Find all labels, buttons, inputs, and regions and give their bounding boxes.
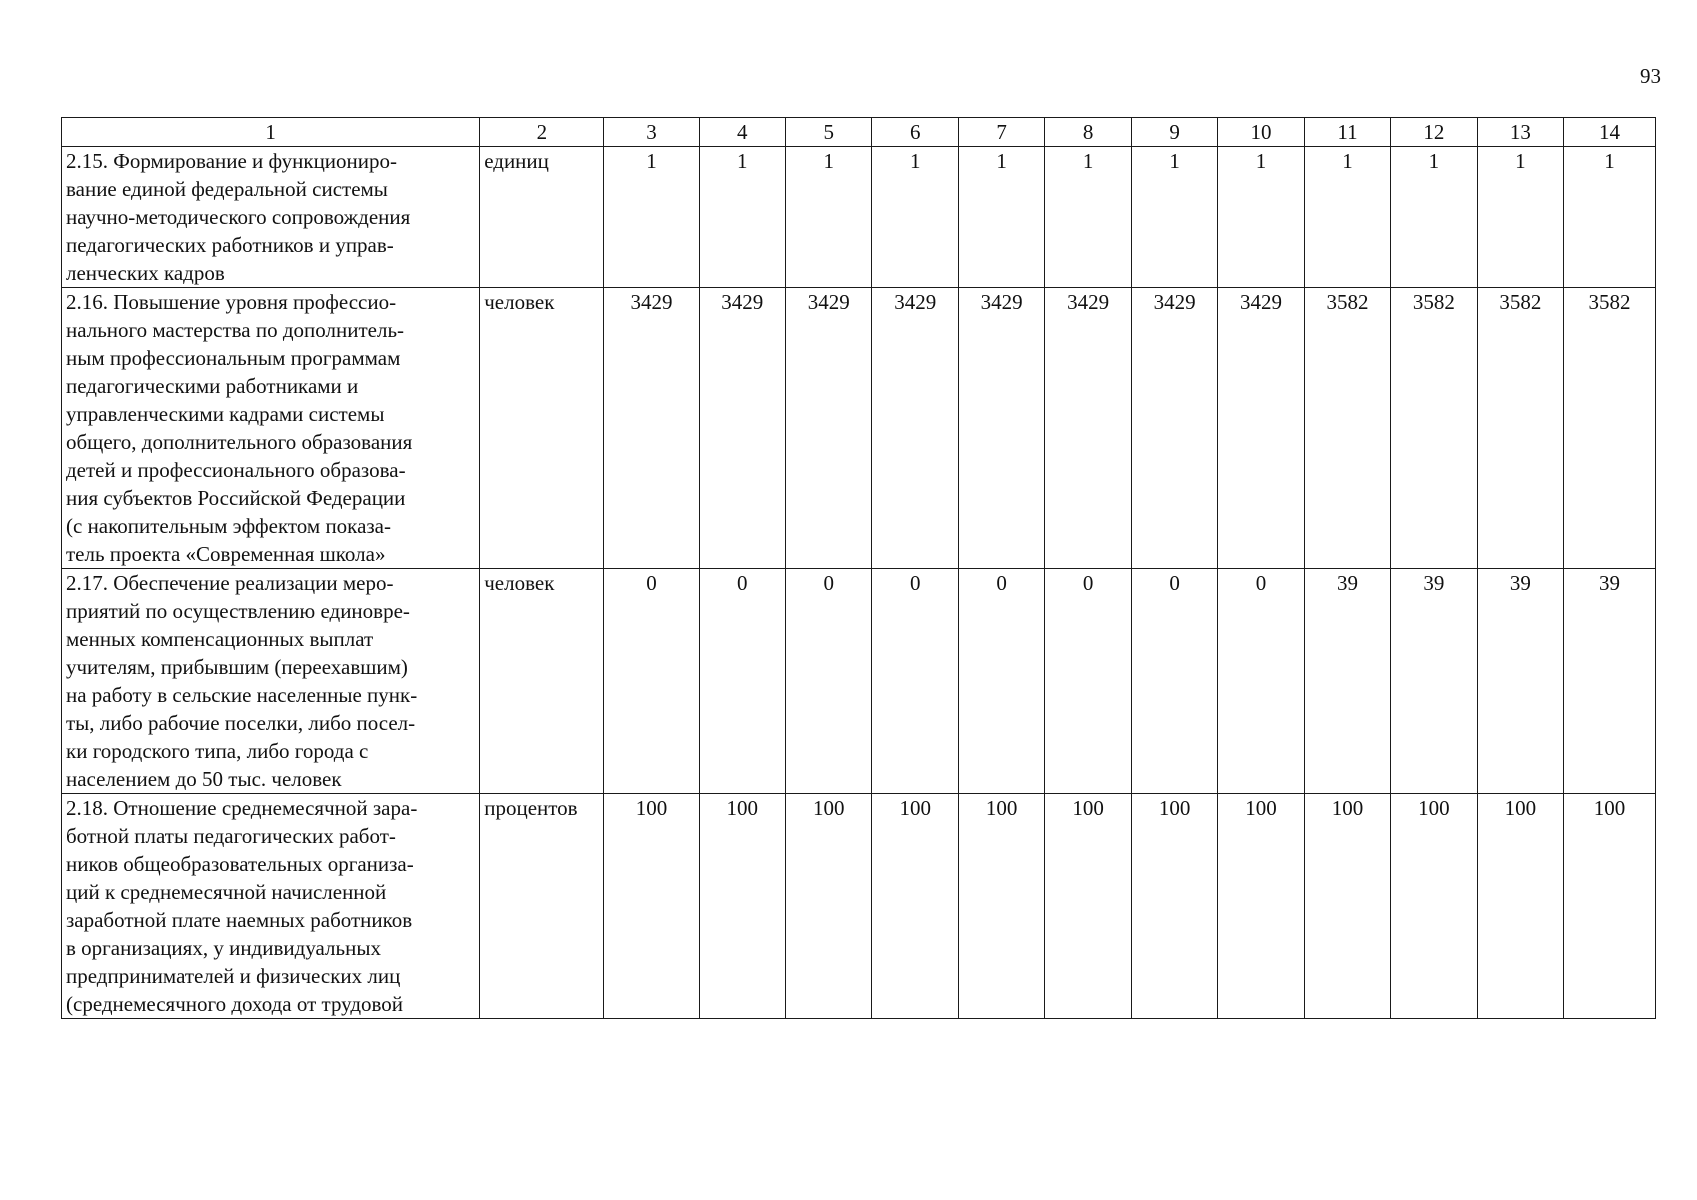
value-cell: 39 bbox=[1477, 569, 1563, 794]
value-cell: 0 bbox=[604, 569, 699, 794]
description-line: педагогических работников и управ- bbox=[66, 233, 394, 257]
indicator-description bbox=[62, 147, 480, 288]
value-cell: 0 bbox=[872, 569, 958, 794]
unit-cell: человек bbox=[480, 569, 604, 794]
description-line: населением до 50 тыс. человек bbox=[66, 767, 342, 791]
description-line: (среднемесячного дохода от трудовой bbox=[66, 992, 404, 1016]
value-cell: 39 bbox=[1304, 569, 1390, 794]
value-cell: 3582 bbox=[1477, 288, 1563, 569]
indicator-description bbox=[62, 569, 480, 794]
value-cell: 3582 bbox=[1391, 288, 1477, 569]
table-header bbox=[62, 118, 1656, 147]
value-cell: 100 bbox=[699, 794, 785, 1019]
value-cell: 100 bbox=[1131, 794, 1217, 1019]
description-line: ленческих кадров bbox=[66, 261, 225, 285]
description-line: (с накопительным эффектом показа- bbox=[66, 514, 391, 538]
value-cell: 100 bbox=[604, 794, 699, 1019]
value-cell: 3429 bbox=[1131, 288, 1217, 569]
value-cell: 100 bbox=[1391, 794, 1477, 1019]
description-line: научно-методического сопровождения bbox=[66, 205, 411, 229]
column-header-6: 6 bbox=[872, 118, 958, 147]
table-row bbox=[62, 794, 1656, 1019]
description-line: предпринимателей и физических лиц bbox=[66, 964, 401, 988]
value-cell: 100 bbox=[872, 794, 958, 1019]
column-header-2: 2 bbox=[480, 118, 604, 147]
description-line: нального мастерства по дополнитель- bbox=[66, 318, 405, 342]
value-cell: 1 bbox=[872, 147, 958, 288]
description-line: ций к среднемесячной начисленной bbox=[66, 880, 387, 904]
value-cell: 3429 bbox=[1218, 288, 1304, 569]
description-line: учителям, прибывшим (переехавшим) bbox=[66, 655, 408, 679]
description-line: 2.18. Отношение среднемесячной зара- bbox=[66, 796, 418, 820]
table-row bbox=[62, 288, 1656, 569]
description-line: педагогическими работниками и bbox=[66, 374, 359, 398]
value-cell: 0 bbox=[958, 569, 1044, 794]
value-cell: 100 bbox=[786, 794, 872, 1019]
value-cell: 0 bbox=[1131, 569, 1217, 794]
value-cell: 3429 bbox=[604, 288, 699, 569]
page-number: 93 bbox=[1640, 64, 1661, 88]
value-cell: 3429 bbox=[699, 288, 785, 569]
description-line: ки городского типа, либо города с bbox=[66, 739, 369, 763]
indicator-description bbox=[62, 288, 480, 569]
value-cell: 3429 bbox=[786, 288, 872, 569]
description-line: вание единой федеральной системы bbox=[66, 177, 388, 201]
value-cell: 1 bbox=[1391, 147, 1477, 288]
value-cell: 3429 bbox=[1045, 288, 1131, 569]
description-line: ников общеобразовательных организа- bbox=[66, 852, 414, 876]
description-line: заработной плате наемных работников bbox=[66, 908, 413, 932]
description-line: детей и профессионального образова- bbox=[66, 458, 406, 482]
value-cell: 1 bbox=[1218, 147, 1304, 288]
column-header-5: 5 bbox=[786, 118, 872, 147]
value-cell: 1 bbox=[1045, 147, 1131, 288]
column-header-7: 7 bbox=[958, 118, 1044, 147]
value-cell: 1 bbox=[786, 147, 872, 288]
description-line: ния субъектов Российской Федерации bbox=[66, 486, 406, 510]
table-body bbox=[62, 147, 1656, 1019]
indicator-table bbox=[61, 117, 1656, 1019]
value-cell: 0 bbox=[786, 569, 872, 794]
value-cell: 1 bbox=[1477, 147, 1563, 288]
table-row bbox=[62, 147, 1656, 288]
value-cell: 100 bbox=[958, 794, 1044, 1019]
value-cell: 1 bbox=[1131, 147, 1217, 288]
indicator-description bbox=[62, 794, 480, 1019]
value-cell: 0 bbox=[1045, 569, 1131, 794]
column-header-9: 9 bbox=[1131, 118, 1217, 147]
header-row bbox=[62, 118, 1656, 147]
value-cell: 1 bbox=[1304, 147, 1390, 288]
description-line: общего, дополнительного образования bbox=[66, 430, 413, 454]
value-cell: 100 bbox=[1564, 794, 1656, 1019]
value-cell: 100 bbox=[1218, 794, 1304, 1019]
value-cell: 0 bbox=[699, 569, 785, 794]
value-cell: 0 bbox=[1218, 569, 1304, 794]
description-line: приятий по осуществлению единовре- bbox=[66, 599, 410, 623]
description-line: менных компенсационных выплат bbox=[66, 627, 374, 651]
value-cell: 1 bbox=[958, 147, 1044, 288]
table-row bbox=[62, 569, 1656, 794]
description-line: тель проекта «Современная школа» bbox=[66, 542, 386, 566]
description-line: на работу в сельские населенные пунк- bbox=[66, 683, 418, 707]
value-cell: 3429 bbox=[872, 288, 958, 569]
column-header-4: 4 bbox=[699, 118, 785, 147]
description-line: ты, либо рабочие поселки, либо посел- bbox=[66, 711, 416, 735]
value-cell: 39 bbox=[1564, 569, 1656, 794]
value-cell: 1 bbox=[699, 147, 785, 288]
value-cell: 3582 bbox=[1564, 288, 1656, 569]
column-header-10: 10 bbox=[1218, 118, 1304, 147]
value-cell: 39 bbox=[1391, 569, 1477, 794]
value-cell: 100 bbox=[1477, 794, 1563, 1019]
column-header-14: 14 bbox=[1564, 118, 1656, 147]
value-cell: 3582 bbox=[1304, 288, 1390, 569]
description-line: в организациях, у индивидуальных bbox=[66, 936, 381, 960]
value-cell: 100 bbox=[1045, 794, 1131, 1019]
description-line: 2.16. Повышение уровня профессио- bbox=[66, 290, 397, 314]
value-cell: 1 bbox=[1564, 147, 1656, 288]
column-header-1: 1 bbox=[62, 118, 480, 147]
unit-cell: единиц bbox=[480, 147, 604, 288]
column-header-11: 11 bbox=[1304, 118, 1390, 147]
unit-cell: процентов bbox=[480, 794, 604, 1019]
description-line: 2.15. Формирование и функциониро- bbox=[66, 149, 398, 173]
description-line: ботной платы педагогических работ- bbox=[66, 824, 396, 848]
column-header-13: 13 bbox=[1477, 118, 1563, 147]
column-header-8: 8 bbox=[1045, 118, 1131, 147]
value-cell: 3429 bbox=[958, 288, 1044, 569]
description-line: 2.17. Обеспечение реализации меро- bbox=[66, 571, 394, 595]
unit-cell: человек bbox=[480, 288, 604, 569]
description-line: управленческими кадрами системы bbox=[66, 402, 385, 426]
column-header-3: 3 bbox=[604, 118, 699, 147]
value-cell: 1 bbox=[604, 147, 699, 288]
description-line: ным профессиональным программам bbox=[66, 346, 401, 370]
value-cell: 100 bbox=[1304, 794, 1390, 1019]
column-header-12: 12 bbox=[1391, 118, 1477, 147]
